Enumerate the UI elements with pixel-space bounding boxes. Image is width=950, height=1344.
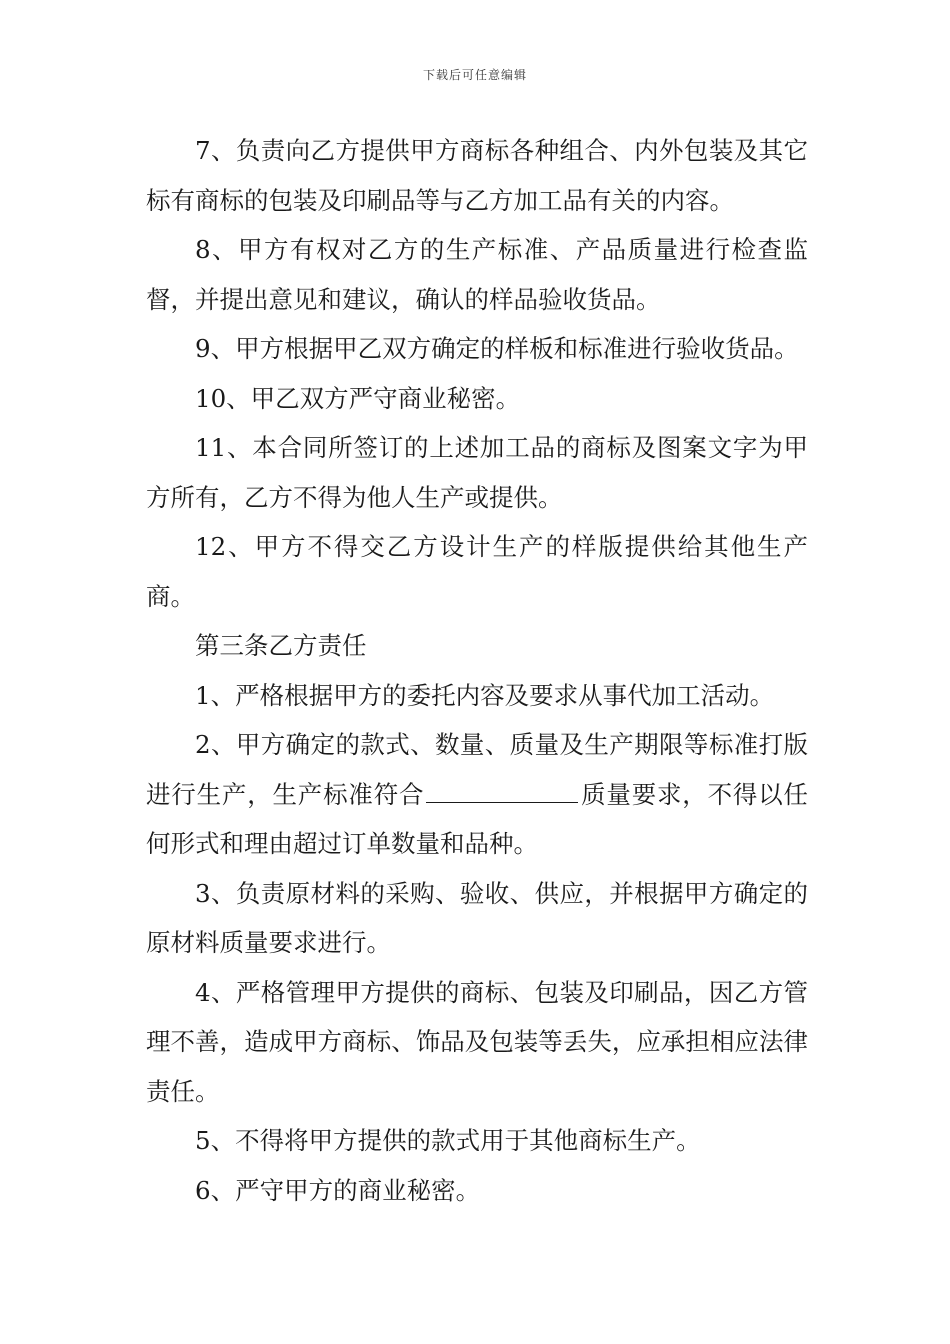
clause-2-text-before: 2、甲方确定的款式、数量、质量及生产期限等标准打版进行生产，生产标准符合 — [146, 730, 808, 809]
clause-7: 7、负责向乙方提供甲方商标各种组合、内外包装及其它标有商标的包装及印刷品等与乙方加工品有关的内容。 — [146, 136, 808, 215]
party-b-clause-6: 6、严守甲方的商业秘密。 — [195, 1175, 481, 1205]
party-b-clause-2 — [146, 720, 808, 869]
party-b-clause-1: 1、严格根据甲方的委托内容及要求从事代加工活动。 — [195, 680, 775, 710]
clause-11: 11、本合同所签订的上述加工品的商标及图案文字为甲方所有，乙方不得为他人生产或提供。 — [146, 433, 808, 512]
document-body — [146, 126, 808, 1215]
fill-in-blank[interactable] — [426, 772, 578, 803]
party-b-clause-4: 4、严格管理甲方提供的商标、包装及印刷品，因乙方管理不善，造成甲方商标、饰品及包装等丢失，应承担相应法律责任。 — [146, 977, 808, 1106]
clause-10: 10、甲乙双方严守商业秘密。 — [195, 383, 521, 413]
clause-2-text-after: 质量要求，不得以任何形式和理由超过订单数量和品种。 — [146, 779, 809, 858]
clause-9: 9、甲方根据甲乙双方确定的样板和标准进行验收货品。 — [195, 334, 799, 363]
clause-8: 8、甲方有权对乙方的生产标准、产品质量进行检查监督，并提出意见和建议，确认的样品验收货品。 — [146, 235, 808, 314]
clause-12: 12、甲方不得交乙方设计生产的样版提供给其他生产商。 — [146, 532, 808, 611]
header-note: 下载后可任意编辑 — [422, 68, 527, 82]
section-heading-article-3: 第三条乙方责任 — [195, 631, 367, 660]
party-b-clause-3: 3、负责原材料的采购、验收、供应，并根据甲方确定的原材料质量要求进行。 — [146, 878, 808, 957]
party-b-clause-5: 5、不得将甲方提供的款式用于其他商标生产。 — [195, 1126, 701, 1155]
